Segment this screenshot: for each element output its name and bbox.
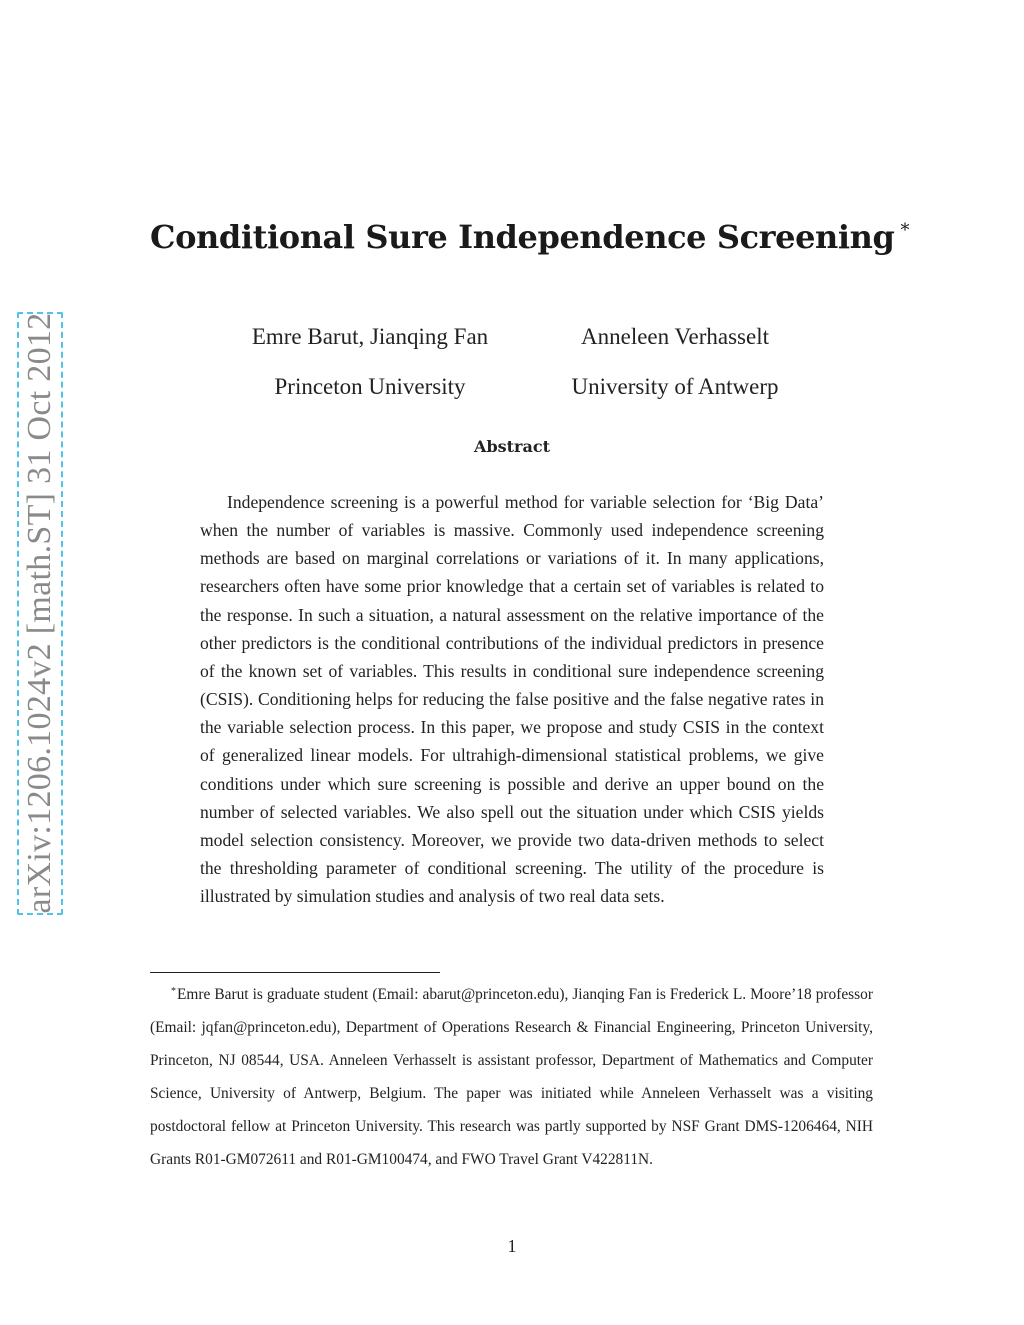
footnote-divider	[150, 972, 440, 973]
footnote-marker: *	[171, 986, 176, 997]
author-names-1: Emre Barut, Jianqing Fan	[251, 324, 489, 349]
title-footnote-marker[interactable]: *	[900, 220, 910, 241]
paper-title-text: Conditional Sure Independence Screening	[150, 218, 895, 256]
author-names-2: Anneleen Verhasselt	[581, 324, 769, 349]
author-affiliation-2: University of Antwerp	[571, 374, 779, 399]
abstract-heading: Abstract	[474, 437, 550, 456]
author-affiliation-1: Princeton University	[274, 374, 466, 399]
footnote	[150, 975, 873, 1176]
footnote-text: Emre Barut is graduate student (Email: abarut@princeton.edu), Jianqing Fan is Frederick L. Moore’18 professor (Email: jqfan@princeton.edu), Department of Operations Research & Financial Engineering, Princeton University, Princeton, NJ 08544, USA. Anneleen Verhasselt is assistant professor, Department of Mathematics and Computer Science, University of Antwerp, Belgium. The paper was initiated while Anneleen Verhasselt was a visiting postdoctoral fellow at Princeton University. This research was partly supported by NSF Grant DMS-1206464, NIH Grants R01-GM072611 and R01-GM100474, and FWO Travel Grant V422811N.	[150, 986, 873, 1168]
arxiv-identifier[interactable]: arXiv:1206.1024v2 [math.ST] 31 Oct 2012	[21, 312, 58, 914]
page-number: 1	[507, 1236, 517, 1256]
abstract-text: Independence screening is a powerful method for variable selection for ‘Big Data’ when the number of variables is massive. Commonly used independence screening methods are based on marginal correlations or variations of it. In many applications, researchers often have some prior knowledge that a certain set of variables is related to the response. In such a situation, a natural assessment on the relative importance of the other predictors is the conditional contributions of the individual predictors in presence of the known set of variables. This results in conditional sure independence screening (CSIS). Conditioning helps for reducing the false positive and the false negative rates in the variable selection process. In this paper, we propose and study CSIS in the context of generalized linear models. For ultrahigh-dimensional statistical problems, we give conditions under which sure screening is possible and derive an upper bound on the number of selected variables. We also spell out the situation under which CSIS yields model selection consistency. Moreover, we provide two data-driven methods to select the thresholding parameter of conditional screening. The utility of the procedure is illustrated by simulation studies and analysis of two real data sets.	[200, 492, 824, 907]
paper-title	[150, 218, 910, 256]
